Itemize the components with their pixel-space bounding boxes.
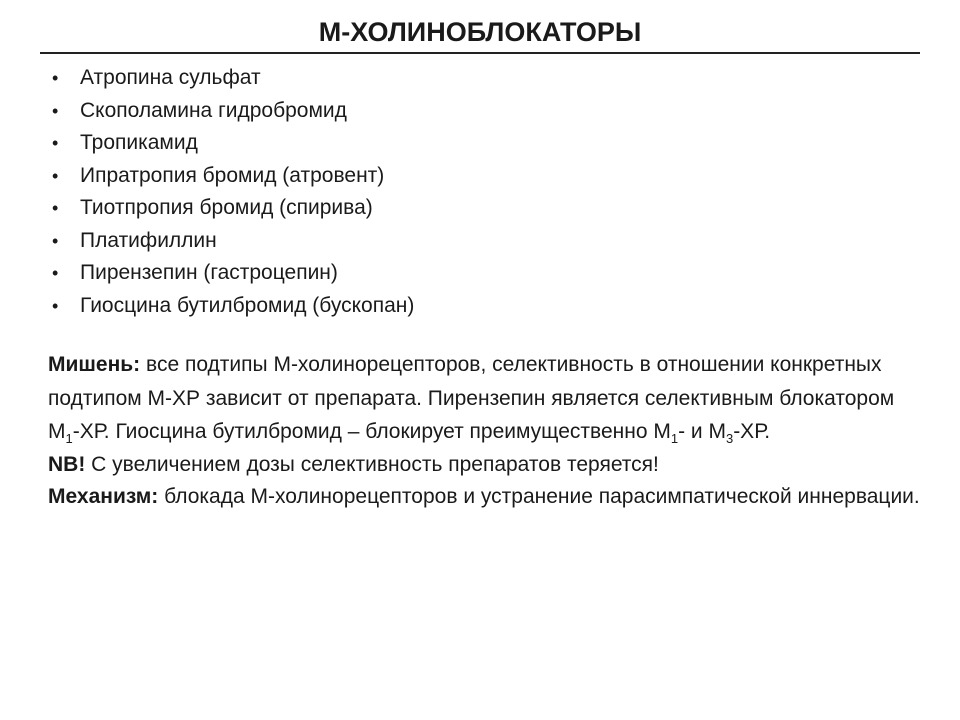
drug-list [52,62,414,322]
target-text-3: - и М [678,420,726,443]
mechanism-text: блокада М-холинорецепторов и устранение парасимпатической иннервации. [158,485,920,508]
list-item [52,192,414,225]
slide-title: М-ХОЛИНОБЛОКАТОРЫ [318,17,642,47]
list-item [52,257,414,290]
subscript: 1 [65,431,73,446]
title-divider [40,52,920,54]
mechanism-label: Механизм: [48,485,159,508]
subscript: 3 [725,431,734,446]
drug-name: Пирензепин (гастроцепин) [80,261,338,284]
drug-name: Тиотпропия бромид (спирива) [80,196,373,219]
drug-name: Ипратропия бромид (атровент) [80,163,385,187]
list-item [52,160,414,193]
bullet-icon: • [52,295,59,316]
list-item [52,62,414,95]
drug-name: Атропина сульфат [80,66,261,89]
bullet-icon: • [52,100,59,121]
bullet-icon: • [52,263,59,283]
drug-name: Скополамина гидробромид [80,98,347,122]
bullet-icon: • [52,133,59,153]
subscript: 1 [670,431,679,446]
list-item [52,95,414,128]
bullet-icon: • [52,198,59,218]
list-item [52,225,414,258]
target-label: Мишень: [48,353,141,376]
bullet-icon: • [52,165,59,186]
nb-paragraph [48,449,928,482]
target-paragraph [48,348,928,449]
bullet-icon: • [52,68,59,88]
nb-label: NB! [48,452,86,476]
target-text-4: -ХР. [733,420,771,443]
target-text-2: -ХР. Гиосцина бутилбромид – блокирует преимущественно М [72,420,671,443]
list-item [52,290,414,323]
list-item [52,127,414,160]
description-block [48,348,928,514]
drug-name: Гиосцина бутилбромид (бускопан) [80,293,415,317]
drug-name: Платифиллин [80,228,217,252]
target-text-1: все подтипы М-холинорецепторов, селективность в отношении конкретных подтипом М-ХР зависит от препарата. Пирензепин является селективным блокатором М [48,353,895,443]
mechanism-paragraph [48,481,928,514]
drug-name: Тропикамид [80,131,198,154]
bullet-icon: • [52,230,59,251]
nb-text: С увеличением дозы селективность препаратов теряется! [85,452,659,476]
